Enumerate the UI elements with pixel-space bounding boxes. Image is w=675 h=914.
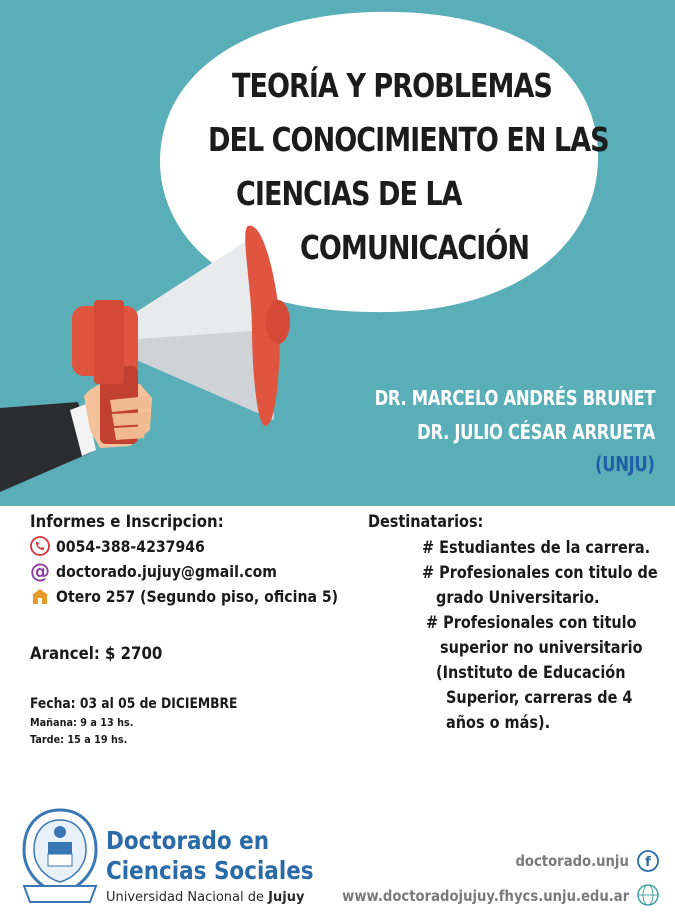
- audience-line: años o más).: [446, 713, 551, 733]
- audience-line: grado Universitario.: [436, 588, 600, 608]
- phone-icon: [30, 536, 50, 556]
- phone-row[interactable]: [30, 536, 225, 556]
- phone-number: 0054-388-4237946: [56, 536, 205, 556]
- street-address: Otero 257 (Segundo piso, oficina 5): [56, 586, 339, 606]
- address-row: [30, 586, 377, 606]
- program-title-line-1: Doctorado en: [106, 826, 270, 855]
- university-name: [106, 890, 304, 905]
- audience-line: Superior, carreras de 4: [446, 688, 633, 708]
- svg-text:f: f: [645, 855, 651, 870]
- at-sign-icon: @: [30, 559, 50, 583]
- website-url[interactable]: www.doctoradojujuy.fhycs.unju.edu.ar: [341, 887, 629, 905]
- title-line-1: TEORÍA Y PROBLEMAS: [232, 66, 552, 105]
- facebook-handle[interactable]: doctorado.unju: [515, 852, 629, 870]
- contact-heading: Informes e Inscripcion:: [30, 512, 224, 532]
- date-text: Fecha: 03 al 05 de DICIEMBRE: [30, 696, 238, 712]
- afternoon-hours: Tarde: 15 a 19 hs.: [30, 733, 128, 746]
- university-prefix: Universidad Nacional de: [106, 890, 269, 905]
- morning-hours: Mañana: 9 a 13 hs.: [30, 716, 134, 729]
- building-icon: [30, 586, 50, 606]
- email-address: doctorado.jujuy@gmail.com: [56, 561, 277, 581]
- presenter-1: DR. MARCELO ANDRÉS BRUNET: [374, 386, 655, 410]
- audience-heading: Destinatarios:: [368, 512, 484, 532]
- audience-line: superior no universitario: [440, 638, 643, 658]
- university-seal-logo: [20, 806, 100, 906]
- title-line-3: CIENCIAS DE LA: [236, 174, 462, 213]
- university-bold: Jujuy: [268, 890, 305, 905]
- globe-icon[interactable]: [637, 884, 659, 906]
- program-title-line-2: Ciencias Sociales: [106, 856, 314, 885]
- title-line-4: COMUNICACIÓN: [300, 228, 530, 267]
- audience-line: # Estudiantes de la carrera.: [422, 538, 651, 558]
- presenter-affiliation: (UNJU): [595, 452, 655, 476]
- presenter-2: DR. JULIO CÉSAR ARRUETA: [417, 420, 655, 444]
- email-row[interactable]: [30, 561, 307, 581]
- audience-line: (Instituto de Educación: [436, 663, 626, 683]
- fee-text: Arancel: $ 2700: [30, 644, 163, 664]
- title-line-2: DEL CONOCIMIENTO EN LAS: [208, 120, 609, 159]
- audience-line: # Profesionales con titulo: [426, 613, 637, 633]
- audience-line: # Profesionales con titulo de: [422, 563, 658, 583]
- facebook-icon[interactable]: [637, 850, 659, 872]
